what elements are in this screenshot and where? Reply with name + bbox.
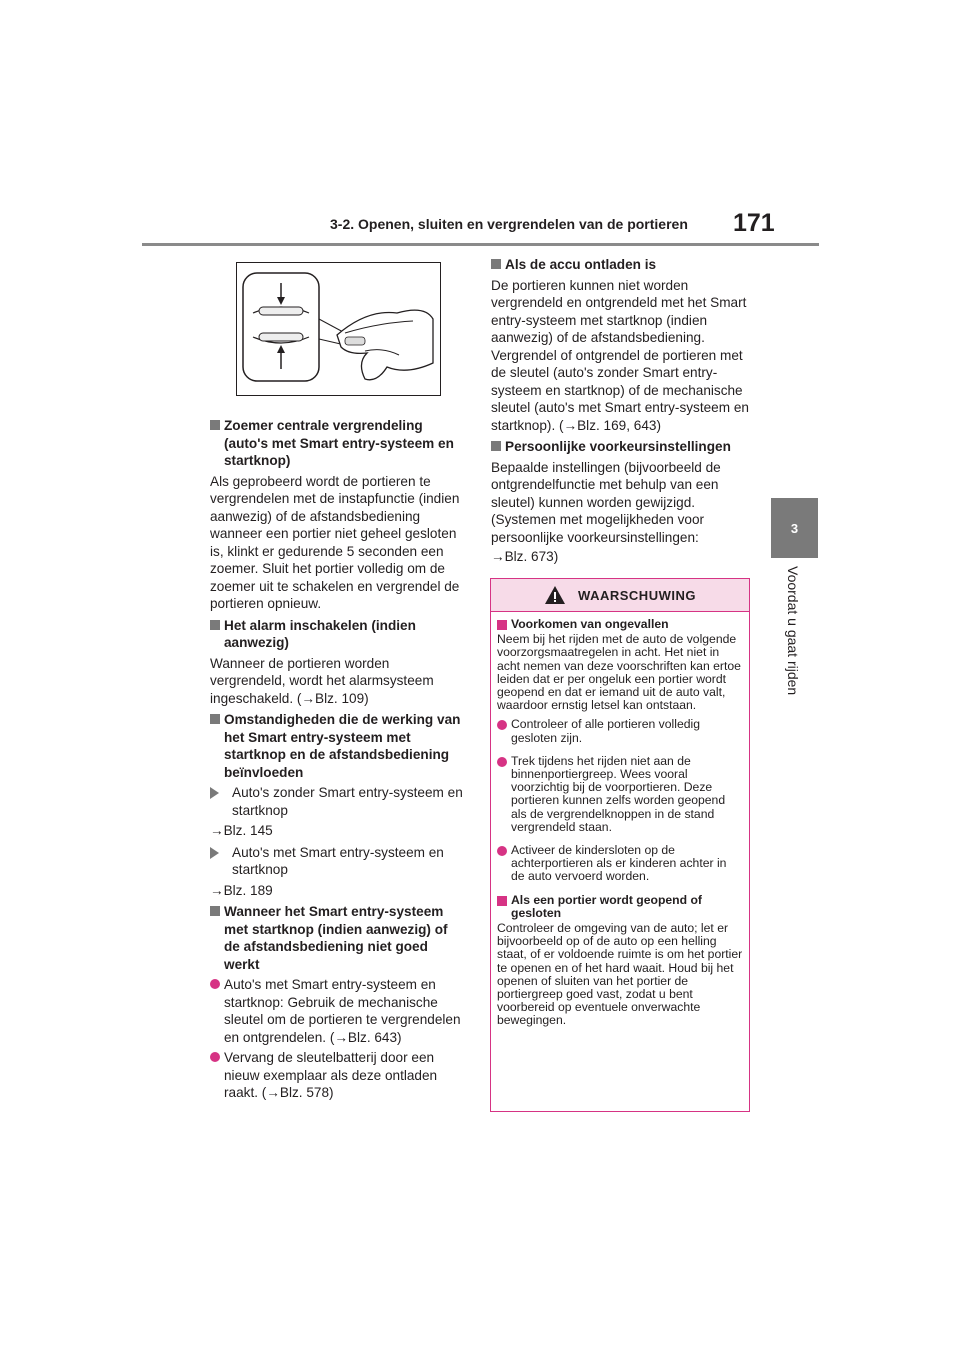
warning-box <box>490 578 750 1112</box>
left-text-column <box>210 417 466 1105</box>
circle-bullet-icon <box>497 720 507 730</box>
list-item-text: Auto's met Smart entry-systeem en startknop: Gebruik de mechanische sleutel om de portieren te vergrendelen en ontgrendelen. (→Blz. 643) <box>224 977 461 1045</box>
right-text-column <box>491 256 751 570</box>
circle-bullet-icon <box>210 979 220 989</box>
paragraph: Als geprobeerd wordt de portieren te vergrendelen met de instapfunctie (indien aanwezig) of de afstandsbediening wanneer een portier niet geheel gesloten is, klinkt er gedurende 5 seconden een zoemer. Sluit het portier volledig om de zoemer uit te schakelen en vergrendel de portieren opnieuw. <box>210 473 460 611</box>
list-item <box>210 976 466 1046</box>
door-handle-illustration <box>236 262 441 396</box>
paragraph: Neem bij het rijden met de auto de volgende voorzorgsmaatregelen in acht. Het niet in acht nemen van deze voorschriften kan ertoe leiden dat er per ongeluk een portier wordt geopend en dat er iemand uit de auto valt, waardoor ernstig letsel kan ontstaan. <box>497 632 741 713</box>
heading-text: Zoemer centrale vergrendeling (auto's met Smart entry-systeem en startknop) <box>224 418 454 468</box>
heading-text: Het alarm inschakelen (indien aanwezig) <box>224 617 416 650</box>
chapter-tab[interactable]: 3 <box>771 498 818 558</box>
page-number: 171 <box>733 209 775 237</box>
triangle-bullet-icon <box>210 847 228 859</box>
heading-text: Omstandigheden die de werking van het Smart entry-systeem met startknop en de afstandsbediening beïnvloeden <box>224 712 461 780</box>
list-item <box>497 844 743 884</box>
section-heading <box>491 256 751 274</box>
section-heading <box>210 417 466 470</box>
header-rule <box>142 243 819 246</box>
gray-square-bullet-icon <box>210 906 220 916</box>
list-item-text: Auto's zonder Smart entry-systeem en startknop <box>232 785 463 818</box>
magenta-square-bullet-icon <box>497 896 507 906</box>
paragraph: De portieren kunnen niet worden vergrendeld en ontgrendeld met het Smart entry-systeem met startknop (indien aanwezig) of de afstandsbediening. Vergrendel of ontgrendel de portieren met de sleutel (auto's zonder Smart entry-systeem en startknop) of de mechanische sleutel (auto's met Smart entry-systeem en startknop). (→Blz. 169, 643) <box>491 277 749 433</box>
section-heading <box>491 438 751 456</box>
warning-subheading <box>497 618 743 631</box>
gray-square-bullet-icon <box>491 441 501 451</box>
warning-header <box>491 579 749 612</box>
magenta-square-bullet-icon <box>497 620 507 630</box>
list-item <box>210 784 466 819</box>
circle-bullet-icon <box>497 846 507 856</box>
list-item <box>210 844 466 879</box>
triangle-bullet-icon <box>210 787 228 799</box>
section-heading <box>210 903 466 973</box>
gray-square-bullet-icon <box>491 259 501 269</box>
list-item-text: Vervang de sleutelbatterij door een nieuw exemplaar als deze ontladen raakt. (→Blz. 578) <box>224 1050 438 1100</box>
list-item <box>497 718 743 744</box>
list-item <box>210 1049 466 1102</box>
chapter-side-label: Voordat u gaat rijden <box>785 566 801 696</box>
heading-text: Als een portier wordt geopend of gesloten <box>511 892 702 920</box>
list-item-text: Auto's met Smart entry-systeem en startknop <box>232 844 444 877</box>
heading-text: Wanneer het Smart entry-systeem met startknop (indien aanwezig) of de afstandsbediening niet goed werkt <box>224 904 448 972</box>
warning-subheading <box>497 894 743 920</box>
list-item <box>497 755 743 834</box>
page-reference[interactable]: →Blz. 673) <box>491 549 559 564</box>
paragraph: Controleer de omgeving van de auto; let er bijvoorbeeld op of de auto op een helling staat, of er voldoende ruimte is om het portier te openen en of het hard waait. Houd bij het openen of sluiten van het portier de portiergreep goed vast, zodat u bent voorbereid op eventuele onverwachte bewegingen. <box>497 921 743 1028</box>
heading-text: Als de accu ontladen is <box>505 257 657 272</box>
page-reference[interactable]: →Blz. 189 <box>210 882 273 898</box>
heading-text: Persoonlijke voorkeursinstellingen <box>505 439 731 454</box>
list-item-text: Trek tijdens het rijden niet aan de binnenportiergreep. Wees vooral voorzichtig bij de voorportieren. Deze portieren kunnen zelfs worden geopend als de vergrendelknoppen in de stand vergrendeld staan. <box>511 753 726 834</box>
gray-square-bullet-icon <box>210 420 220 430</box>
page-reference[interactable]: →Blz. 145 <box>210 823 273 838</box>
warning-title: WAARSCHUWING <box>578 587 696 603</box>
page-header-title: 3-2. Openen, sluiten en vergrendelen van de portieren <box>330 216 688 232</box>
list-item-text: Activeer de kindersloten op de achterportieren als er kinderen achter in de auto vervoerd worden. <box>511 843 727 884</box>
gray-square-bullet-icon <box>210 620 220 630</box>
paragraph: Wanneer de portieren worden vergrendeld, wordt het alarmsysteem ingeschakeld. (→Blz. 109) <box>210 655 434 706</box>
door-handle-drawing <box>237 263 440 395</box>
section-heading <box>210 617 466 652</box>
paragraph: Bepaalde instellingen (bijvoorbeeld de ontgrendelfunctie met behulp van een sleutel) kunnen worden gewijzigd. (Systemen met mogelijkheden voor persoonlijke voorkeursinstellingen: <box>491 459 721 545</box>
warning-body <box>491 612 749 1028</box>
gray-square-bullet-icon <box>210 714 220 724</box>
list-item-text: Controleer of alle portieren volledig gesloten zijn. <box>511 717 701 745</box>
section-heading <box>210 711 466 781</box>
warning-triangle-icon <box>544 585 566 605</box>
circle-bullet-icon <box>210 1052 220 1062</box>
circle-bullet-icon <box>497 757 507 767</box>
heading-text: Voorkomen van ongevallen <box>511 617 669 631</box>
